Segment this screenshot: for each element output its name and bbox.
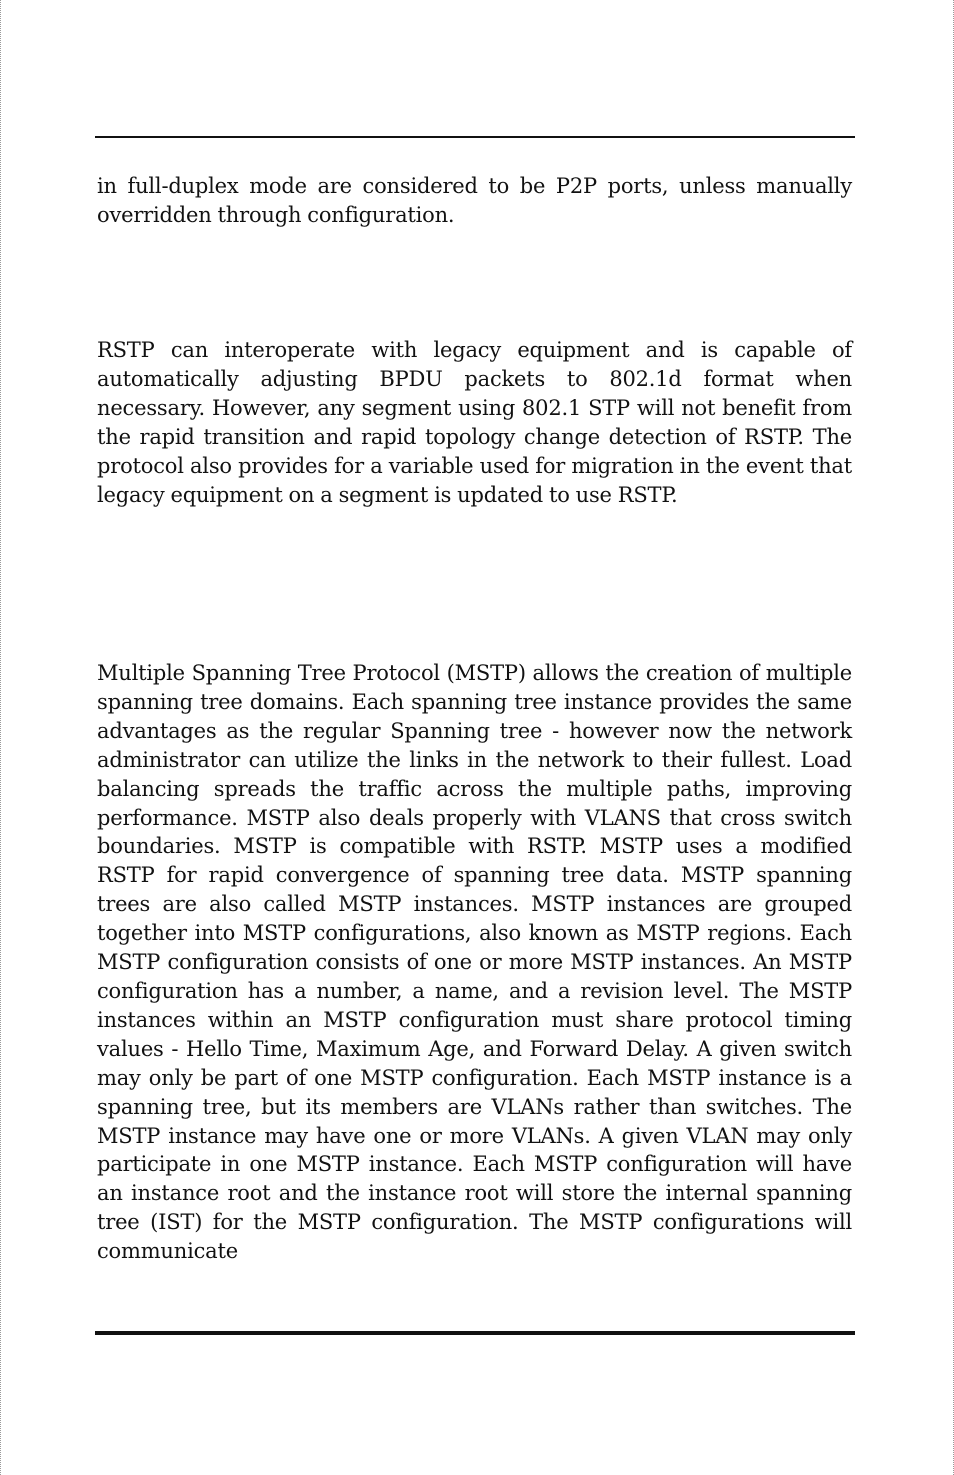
paragraph-mstp-overview: Multiple Spanning Tree Protocol (MSTP) allows the creation of multiple spanning tree domains. Each spanning tree instance provides the same advantages as the regular Spanning tree - however now the network administrator can utilize the links in the network to their fullest. Load balancing spreads the traffic across the multiple paths, improving performance. MSTP also deals properly with VLANS that cross switch boundaries. MSTP is compatible with RSTP. MSTP uses a modified RSTP for rapid convergence of spanning tree data. MSTP spanning trees are also called MSTP instances. MSTP instances are grouped together into MSTP configurations, also known as MSTP regions. Each MSTP configuration consists of one or more MSTP instances. An MSTP configuration has a number, a name, and a revision level. The MSTP instances within an MSTP configuration must share protocol timing values - Hello Time, Maximum Age, and Forward Delay. A given switch may only be part of one MSTP configuration. Each MSTP instance is a spanning tree, but its members are VLANs rather than switches. The MSTP instance may have one or more VLANs. A given VLAN may only participate in one MSTP instance. Each MSTP configuration will have an instance root and the instance root will store the internal spanning tree (IST) for the MSTP configuration. The MSTP configurations will communicate (97, 661, 852, 1264)
paragraph-rstp-interoperability: RSTP can interoperate with legacy equipment and is capable of automatically adjusting BPDU packets to 802.1d format when necessary. However, any segment using 802.1 STP will not benefit from the rapid transition and rapid topology change detection of RSTP. The protocol also provides for a variable used for migration in the event that legacy equipment on a segment is updated to use RSTP. (97, 338, 852, 507)
header-rule (95, 136, 855, 138)
footer-rule (95, 1331, 855, 1335)
paragraph-p2p-ports: in full-duplex mode are considered to be P2P ports, unless manually overridden through configuration. (97, 174, 852, 227)
